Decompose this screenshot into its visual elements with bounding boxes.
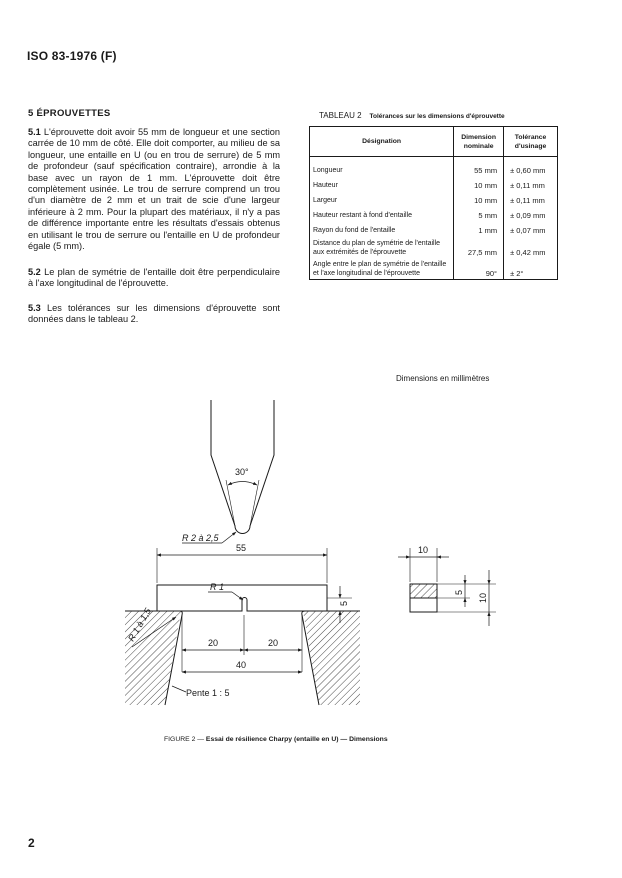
label-span: 40 xyxy=(236,660,247,670)
notch-radius-arrow xyxy=(232,592,243,600)
label-angle: 30° xyxy=(235,467,249,477)
label-support-radius: R 1 à 1,5 xyxy=(126,606,153,643)
slope-leader xyxy=(172,686,186,692)
figure-caption xyxy=(164,736,388,743)
paragraph-text: Les tolérances sur les dimensions d'éprouvette sont données dans le tableau 2. xyxy=(28,303,280,325)
units-note: Dimensions en millimètres xyxy=(396,374,490,383)
cell-designation: Hauteur restant à fond d'entaille xyxy=(310,206,454,221)
cell-nominal: 55 mm xyxy=(454,157,504,177)
section-title: 5 ÉPROUVETTES xyxy=(28,108,111,119)
cell-tolerance: ± 0,07 mm xyxy=(504,221,558,236)
cell-nominal: 5 mm xyxy=(454,206,504,221)
cell-designation: Largeur xyxy=(310,191,454,206)
table-subtitle: Tolérances sur les dimensions d'éprouvette xyxy=(369,113,505,120)
section-lower xyxy=(410,598,437,612)
cell-designation: Longueur xyxy=(310,157,454,177)
cell-designation: Distance du plan de symétrie de l'entaille aux extrémités de l'éprouvette xyxy=(310,236,454,258)
paragraph-number: 5.1 xyxy=(28,127,41,137)
label-section-remaining: 5 xyxy=(454,589,464,595)
cell-designation: Rayon du fond de l'entaille xyxy=(310,221,454,236)
label-half-span-left: 20 xyxy=(208,638,219,648)
cell-designation: Angle entre le plan de symétrie de l'entaille et l'axe longitudinal de l'éprouvette xyxy=(310,258,454,280)
label-half-span-right: 20 xyxy=(268,638,279,648)
label-section-height: 10 xyxy=(478,592,488,603)
cell-tolerance: ± 0,11 mm xyxy=(504,191,558,206)
label-section-width: 10 xyxy=(418,545,429,555)
specimen xyxy=(157,585,327,611)
label-slope: Pente 1 : 5 xyxy=(186,688,230,698)
cell-designation: Hauteur xyxy=(310,176,454,191)
right-support xyxy=(303,611,360,705)
standard-reference: ISO 83-1976 (F) xyxy=(27,49,117,63)
cell-nominal: 90° xyxy=(454,258,504,280)
page-number: 2 xyxy=(28,836,35,850)
header-designation: Désignation xyxy=(310,127,454,157)
label-length: 55 xyxy=(236,543,247,553)
section-hatched xyxy=(410,584,437,598)
cell-nominal: 10 mm xyxy=(454,176,504,191)
cell-nominal: 10 mm xyxy=(454,191,504,206)
cell-tolerance: ± 2° xyxy=(504,258,558,280)
striker-radius-arrow xyxy=(222,532,236,543)
paragraph-text: L'éprouvette doit avoir 55 mm de longueur et une section carrée de 10 mm de côté. Elle doit comporter, au milieu de sa longueur, une entaille en U (ou en trou de serrure) de 5 mm de profondeur (sauf spécification contraire), arrondie à la base avec un rayon de 1 mm. L'éprouvette doit être complètement usinée. Le trou de serrure comprend un trou d'un diamètre de 2 mm et un trait de scie d'une largeur inférieure à 2 mm. Pour la plupart des matériaux, il n'y a pas de différence importante entre les résultats d'essais obtenus en utilisant le trou de serrure ou l'entaille en U de profondeur égale (5 mm). xyxy=(28,127,280,252)
label-notch-depth: 5 xyxy=(339,600,349,606)
paragraph-number: 5.3 xyxy=(28,303,41,313)
cell-tolerance: ± 0,09 mm xyxy=(504,206,558,221)
cell-nominal: 1 mm xyxy=(454,221,504,236)
label-striker-radius: R 2 à 2,5 xyxy=(182,533,219,543)
paragraph-number: 5.2 xyxy=(28,267,41,277)
angle-arc xyxy=(228,482,257,486)
cell-tolerance: ± 0,60 mm xyxy=(504,157,558,177)
header-tolerance: Tolérance d'usinage xyxy=(504,127,558,157)
table-number: TABLEAU 2 xyxy=(319,111,362,120)
header-nominal: Dimension nominale xyxy=(454,127,504,157)
cell-nominal: 27,5 mm xyxy=(454,236,504,258)
label-notch-radius: R 1 xyxy=(210,582,225,592)
paragraph-text: Le plan de symétrie de l'entaille doit être perpendiculaire à l'axe longitudinal de l'éprouvette. xyxy=(28,267,280,289)
cell-tolerance: ± 0,42 mm xyxy=(504,236,558,258)
figure-caption-prefix: FIGURE 2 — xyxy=(164,736,206,743)
figure-caption-text: Essai de résilience Charpy (entaille en U) — Dimensions xyxy=(205,736,388,743)
cell-tolerance: ± 0,11 mm xyxy=(504,176,558,191)
